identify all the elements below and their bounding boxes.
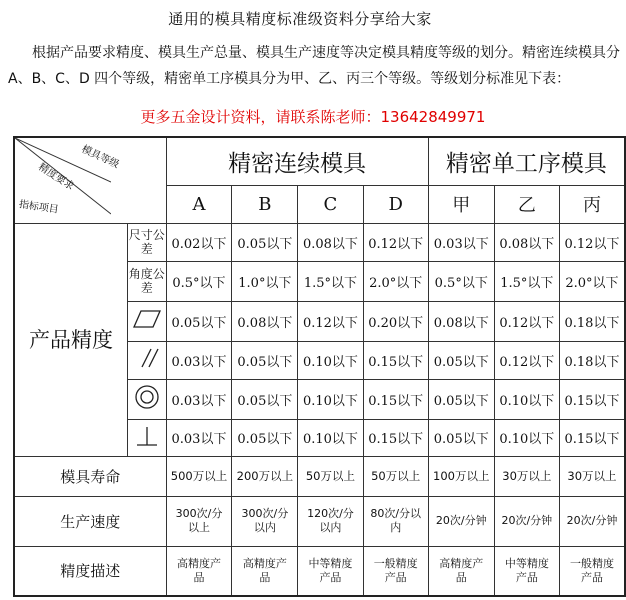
grade-header-1: B xyxy=(232,185,298,223)
precision-description-row-value: 中等精度产品 xyxy=(298,546,363,596)
production-speed-row-value: 80次/分以内 xyxy=(363,496,428,546)
precision-subitem-label: 角度公差 xyxy=(128,261,167,301)
precision-value: 0.08以下 xyxy=(232,301,298,341)
precision-subitem-label: 尺寸公差 xyxy=(128,223,167,261)
precision-value: 0.05以下 xyxy=(232,379,298,419)
precision-value: 0.08以下 xyxy=(428,301,494,341)
precision-value: 0.20以下 xyxy=(363,301,428,341)
mold-life-row xyxy=(14,456,625,496)
flatness-icon xyxy=(128,301,167,341)
precision-value: 0.03以下 xyxy=(166,379,232,419)
precision-value: 0.12以下 xyxy=(559,223,625,261)
grade-header-6: 丙 xyxy=(559,185,625,223)
precision-value: 0.05以下 xyxy=(232,419,298,456)
precision-value: 0.05以下 xyxy=(166,301,232,341)
production-speed-row-label: 生产速度 xyxy=(14,496,166,546)
precision-description-row-value: 一般精度产品 xyxy=(363,546,428,596)
mold-life-row-value: 200万以上 xyxy=(232,456,298,496)
precision-value: 2.0°以下 xyxy=(559,261,625,301)
precision-value: 0.12以下 xyxy=(494,341,559,379)
precision-value: 0.10以下 xyxy=(494,379,559,419)
mold-life-row-value: 50万以上 xyxy=(363,456,428,496)
precision-description-row-value: 高精度产品 xyxy=(232,546,298,596)
precision-value: 0.10以下 xyxy=(298,379,363,419)
header-corner-cell xyxy=(14,137,166,223)
precision-value: 1.5°以下 xyxy=(298,261,363,301)
production-speed-row-value: 20次/分钟 xyxy=(494,496,559,546)
precision-value: 0.15以下 xyxy=(363,341,428,379)
precision-value: 0.05以下 xyxy=(428,341,494,379)
precision-value: 0.15以下 xyxy=(559,379,625,419)
grade-header-2: C xyxy=(298,185,363,223)
precision-value: 0.5°以下 xyxy=(166,261,232,301)
mold-life-row-value: 500万以上 xyxy=(166,456,232,496)
group-continuous-die: 精密连续模具 xyxy=(166,137,428,185)
grade-header-0: A xyxy=(166,185,232,223)
corner-label-precision: 精度要求 xyxy=(36,161,76,193)
mold-life-row-value: 100万以上 xyxy=(428,456,494,496)
corner-label-item: 指标项目 xyxy=(18,199,60,216)
precision-value: 0.05以下 xyxy=(428,379,494,419)
precision-value: 0.02以下 xyxy=(166,223,232,261)
precision-description-row xyxy=(14,546,625,596)
page-title: 通用的模具精度标准级资料分享给大家 xyxy=(168,10,432,28)
precision-value: 0.05以下 xyxy=(232,223,298,261)
product-precision-label: 产品精度 xyxy=(14,223,128,456)
precision-value: 0.5°以下 xyxy=(428,261,494,301)
grade-header-4: 甲 xyxy=(428,185,494,223)
production-speed-row-value: 20次/分钟 xyxy=(428,496,494,546)
precision-value: 0.10以下 xyxy=(298,341,363,379)
precision-value: 0.10以下 xyxy=(494,419,559,456)
production-speed-row-value: 20次/分钟 xyxy=(559,496,625,546)
precision-value: 2.0°以下 xyxy=(363,261,428,301)
grade-header-5: 乙 xyxy=(494,185,559,223)
precision-value: 0.10以下 xyxy=(298,419,363,456)
precision-description-row-value: 中等精度产品 xyxy=(494,546,559,596)
precision-value: 0.18以下 xyxy=(559,301,625,341)
precision-grade-table xyxy=(13,136,626,597)
intro-paragraph: 根据产品要求精度、模具生产总量、模具生产速度等决定模具精度等级的划分。精密连续模具分 A、B、C、D 四个等级，精密单工序模具分为甲、乙、丙三个等级。等级划分标准见下表： xyxy=(8,45,620,87)
production-speed-row xyxy=(14,496,625,546)
mold-life-row-value: 30万以上 xyxy=(494,456,559,496)
perpendicularity-icon xyxy=(128,419,167,456)
precision-value: 0.12以下 xyxy=(363,223,428,261)
precision-value: 0.08以下 xyxy=(494,223,559,261)
precision-value: 1.0°以下 xyxy=(232,261,298,301)
precision-value: 0.05以下 xyxy=(428,419,494,456)
production-speed-row-value: 300次/分以上 xyxy=(166,496,232,546)
mold-life-row-value: 50万以上 xyxy=(298,456,363,496)
mold-life-row-value: 30万以上 xyxy=(559,456,625,496)
precision-description-row-value: 一般精度产品 xyxy=(559,546,625,596)
precision-value: 0.03以下 xyxy=(166,341,232,379)
group-single-die: 精密单工序模具 xyxy=(428,137,625,185)
production-speed-row-value: 120次/分以内 xyxy=(298,496,363,546)
grade-header-3: D xyxy=(363,185,428,223)
precision-value: 0.15以下 xyxy=(363,379,428,419)
concentricity-icon xyxy=(128,379,167,419)
precision-value: 0.12以下 xyxy=(494,301,559,341)
mold-life-row-label: 模具寿命 xyxy=(14,456,166,496)
precision-value: 0.15以下 xyxy=(363,419,428,456)
corner-label-grade: 模具等级 xyxy=(79,143,121,171)
precision-description-row-value: 高精度产品 xyxy=(428,546,494,596)
precision-value: 0.12以下 xyxy=(298,301,363,341)
precision-description-row-value: 高精度产品 xyxy=(166,546,232,596)
precision-value: 0.18以下 xyxy=(559,341,625,379)
production-speed-row-value: 300次/分以内 xyxy=(232,496,298,546)
precision-value: 0.03以下 xyxy=(428,223,494,261)
precision-value: 0.08以下 xyxy=(298,223,363,261)
precision-row xyxy=(14,223,625,261)
precision-value: 0.15以下 xyxy=(559,419,625,456)
contact-line: 更多五金设计资料，请联系陈老师：13642849971 xyxy=(140,108,486,126)
parallelism-icon xyxy=(128,341,167,379)
precision-value: 0.05以下 xyxy=(232,341,298,379)
precision-description-row-label: 精度描述 xyxy=(14,546,166,596)
precision-value: 0.03以下 xyxy=(166,419,232,456)
precision-value: 1.5°以下 xyxy=(494,261,559,301)
